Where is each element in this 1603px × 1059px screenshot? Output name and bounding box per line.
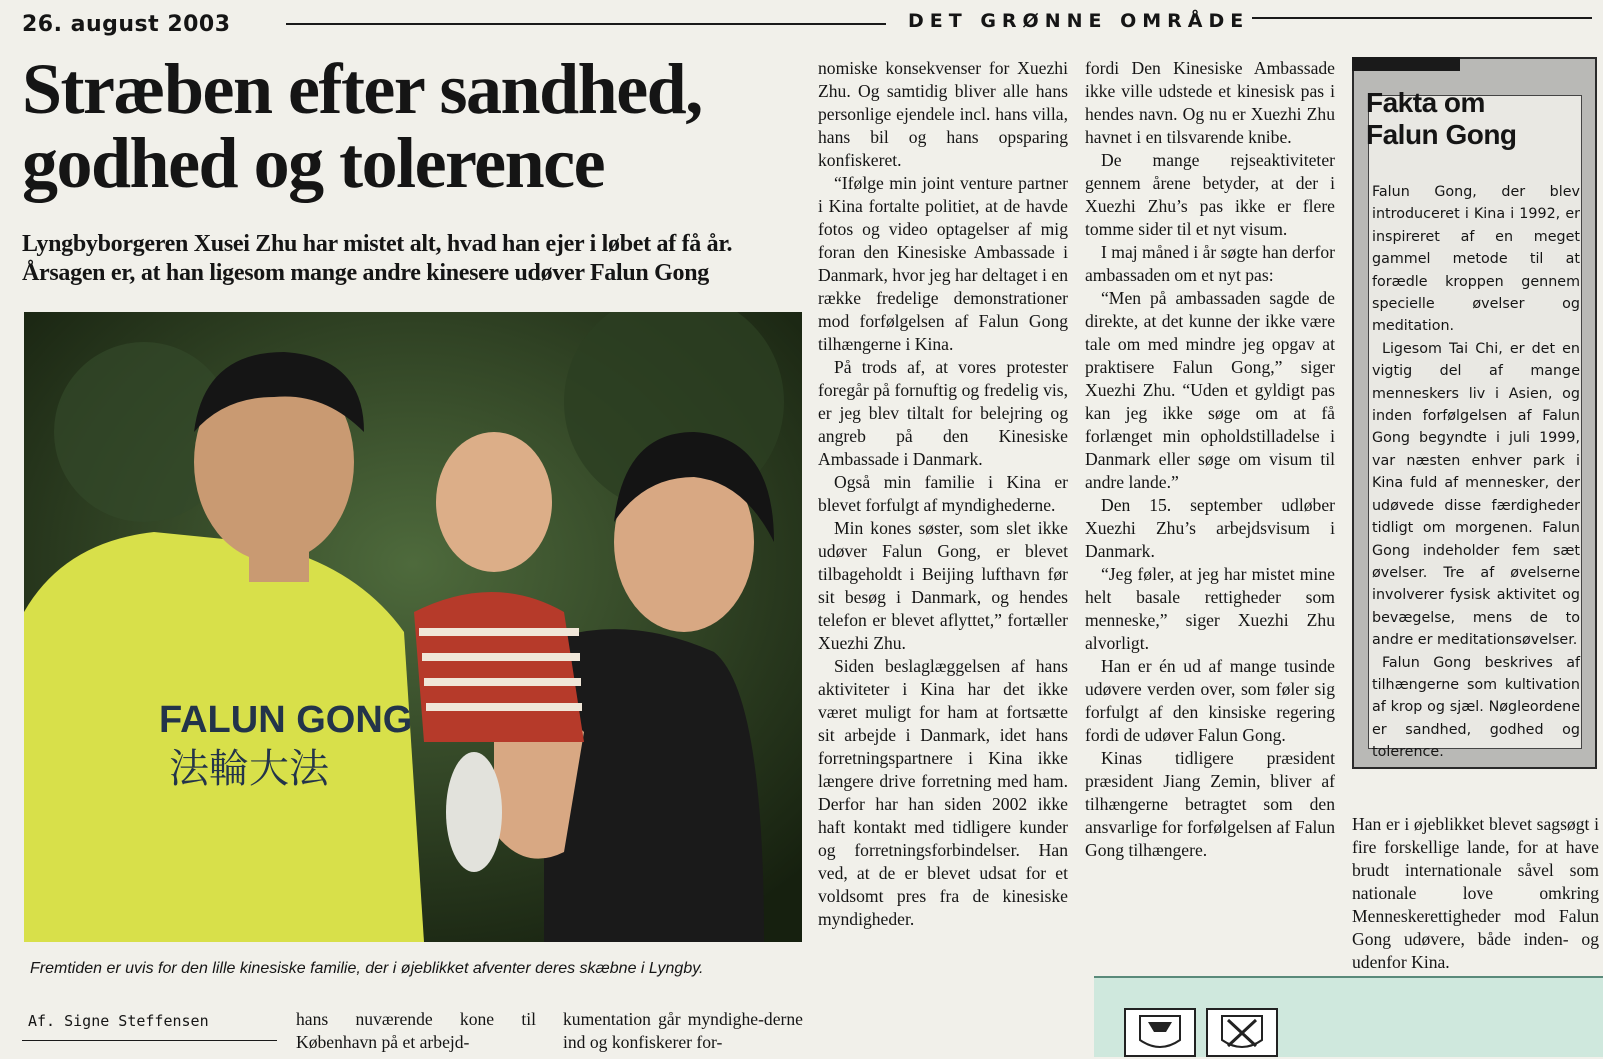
shirt-text-latin: FALUN GONG bbox=[159, 699, 413, 741]
article-paragraph: I maj måned i år søgte han derfor ambassaden om et nyt pas: bbox=[1085, 242, 1336, 285]
headline-line-2: godhed og tolerence bbox=[22, 123, 605, 203]
crest-icon-2 bbox=[1206, 1008, 1278, 1057]
advertisement-strip bbox=[1094, 976, 1603, 1057]
article-paragraph: nomiske konsekvenser for Xuezhi Zhu. Og samtidig bliver alle hans personlige ejendele incl. hans villa, hans bil og hans opsparing konfiskeret. bbox=[818, 58, 1068, 170]
article-bottom-column-2 bbox=[563, 1008, 803, 1054]
article-paragraph: Siden beslaglæggelsen af hans aktiviteter i Kina har det ikke været muligt for ham at fortsætte sit arbejde i Danmark, idet hans forretningspartnere i Kina ikke længere drive forretning med ham. Derfor har han siden 2002 ikke haft kontakt med tidligere kunder og forretningsforbindelser. Han ved, at de er blevet udsat for et voldsomt pres fra de kinesiske myndigheder. bbox=[818, 656, 1068, 929]
crest-icon-1 bbox=[1124, 1008, 1196, 1057]
article-paragraph: Han er én ud af mange tusinde udøvere verden over, som føler sig forfulgt af den kinsiske regering fordi de udøver Falun Gong. bbox=[1085, 656, 1335, 745]
article-column-2 bbox=[1085, 57, 1335, 862]
article-paragraph: De mange rejseaktiviteter gennem årene betyder, at der i Xuezhi Zhu’s pas ikke er flere tomme sider til et nyt visum. bbox=[1085, 150, 1335, 239]
article-paragraph: På trods af, at vores protester foregår på fornuftig og fredelig vis, er jeg blev tiltalt for belejring og angreb på den Kinesiske Ambassade i Danmark. bbox=[818, 357, 1068, 469]
fact-box-title bbox=[1366, 87, 1517, 151]
fact-paragraph: Falun Gong beskrives af tilhængerne som kultivation af krop og sjæl. Nøgleordene er sandhed, godhed og tolerence. bbox=[1372, 654, 1580, 761]
family-photo bbox=[24, 312, 802, 942]
article-paragraph: hans nuværende kone til København på et arbejd- bbox=[296, 1009, 536, 1052]
header-rule-right bbox=[1252, 17, 1592, 19]
photo-caption: Fremtiden er uvis for den lille kinesiske familie, der i øjeblikket afventer deres skæbne i Lyngby. bbox=[30, 960, 704, 977]
family-photo-illustration bbox=[24, 312, 802, 942]
article-paragraph: kumentation går myndighe-derne ind og konfiskerer for- bbox=[563, 1009, 803, 1052]
fact-paragraph: Ligesom Tai Chi, er det en vigtig del af mange menneskers liv i Asien, og inden forfølgelsen af Falun Gong begyndte i juli 1999, var næsten enhver park i Kina fuld af mennesker, der udøvede disse færdigheder tidligt om morgenen. Falun Gong indeholder fem sæt øvelser. Tre af øvelserne involverer fysisk aktivitet og bevægelse, mens de to andre er meditationsøvelser. bbox=[1372, 340, 1580, 649]
fact-box-title-line-2: Falun Gong bbox=[1366, 119, 1517, 150]
byline: Af. Signe Steffensen bbox=[28, 1012, 209, 1030]
shirt-text-chinese: 法輪大法 bbox=[169, 746, 329, 792]
article-paragraph: “Men på ambassaden sagde de direkte, at det kunne der ikke være tale om med mindre jeg opgav at praktisere Falun Gong,” siger Xuezhi Zhu. “Uden et gyldigt pas kan jeg ikke søge om at få forlænget min opholdstilladelse i Danmark eller søge om visum til andre lande.” bbox=[1085, 288, 1335, 492]
byline-rule bbox=[22, 1040, 277, 1041]
fact-box-tab bbox=[1352, 57, 1460, 71]
fact-box-text bbox=[1372, 181, 1580, 764]
headline bbox=[22, 49, 792, 203]
issue-date: 26. august 2003 bbox=[22, 12, 231, 37]
fact-box bbox=[1352, 57, 1597, 769]
header-rule-left bbox=[286, 23, 886, 25]
article-column-3 bbox=[1352, 813, 1599, 974]
article-paragraph: Han er i øjeblikket blevet sagsøgt i fire forskellige lande, for at have brudt internationale såvel som nationale love omkring Menneskerettigheder mod Falun Gong udøvere, både inden- og udenfor Kina. bbox=[1352, 814, 1599, 972]
article-column-1 bbox=[818, 57, 1068, 931]
standfirst: Lyngbyborgeren Xusei Zhu har mistet alt, hvad han ejer i løbet af få år. Årsagen er, at han ligesom mange andre kinesere udøver Falun Gong bbox=[22, 231, 733, 286]
section-title: DET GRØNNE OMRÅDE bbox=[908, 10, 1250, 32]
headline-line-1: Stræben efter sandhed, bbox=[22, 49, 702, 129]
article-paragraph: fordi Den Kinesiske Ambassade ikke ville udstede et kinesisk pas i hendes navn. Og nu er Xuezhi Zhu havnet i en tilsvarende knibe. bbox=[1085, 58, 1335, 147]
fact-paragraph: Falun Gong, der blev introduceret i Kina i 1992, er inspireret af en meget gammel metode til at forædle kroppen gennem specielle øvelser og meditation. bbox=[1372, 184, 1580, 335]
article-paragraph: Kinas tidligere præsident præsident Jiang Zemin, bliver af tilhængerne betragtet som den ansvarlige for forfølgelsen af Falun Gong tilhængere. bbox=[1085, 748, 1335, 860]
article-paragraph: Min kones søster, som slet ikke udøver Falun Gong, er blevet tilbageholdt i Beijing lufthavn før sit besøg i Danmark, og hendes telefon er blevet aflyttet,” fortæller Xuezhi Zhu. bbox=[818, 518, 1068, 653]
article-paragraph: “Ifølge min joint venture partner i Kina fortalte politiet, at de havde fotos og video optagelser af mig foran den Kinesiske Ambassade i Danmark, hvor jeg har deltaget i en række fredelige demonstrationer mod forfølgelsen af Falun Gong tilhængerne i Kina. bbox=[818, 173, 1068, 354]
article-paragraph: “Jeg føler, at jeg har mistet mine helt basale rettigheder som menneske,” siger Xuezhi Zhu alvorligt. bbox=[1085, 564, 1335, 653]
article-bottom-column-1 bbox=[296, 1008, 536, 1054]
fact-box-title-line-1: Fakta om bbox=[1366, 87, 1485, 118]
article-paragraph: Den 15. september udløber Xuezhi Zhu’s arbejdsvisum i Danmark. bbox=[1085, 495, 1335, 561]
article-paragraph: Også min familie i Kina er blevet forfulgt af myndighederne. bbox=[818, 472, 1068, 515]
